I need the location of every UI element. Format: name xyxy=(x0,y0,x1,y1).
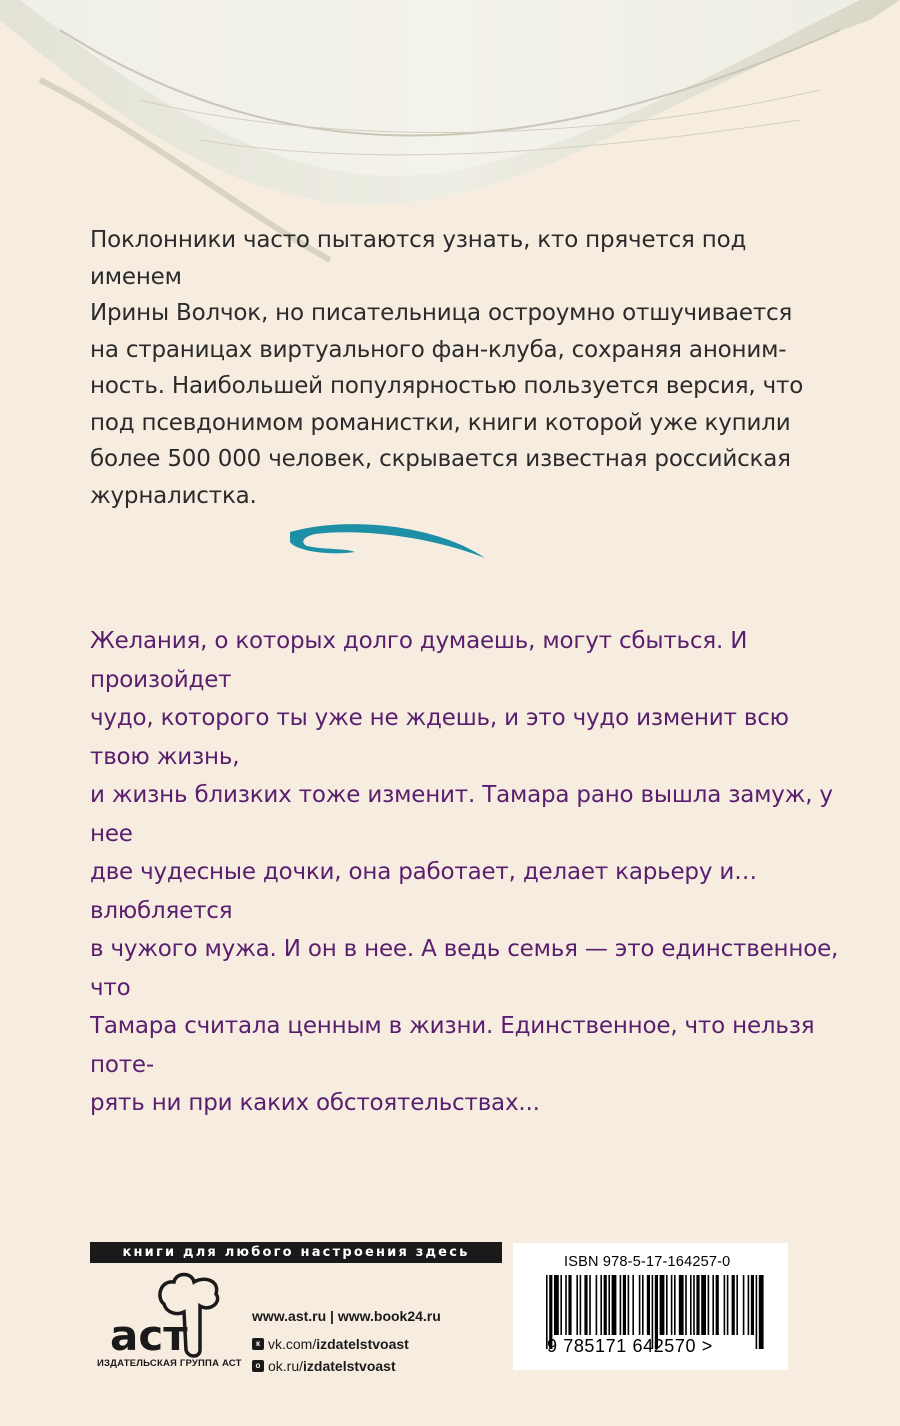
barcode-bar xyxy=(600,1275,602,1335)
barcode-bar xyxy=(693,1275,695,1335)
barcode-bar xyxy=(743,1275,745,1335)
publisher-caption: ИЗДАТЕЛЬСКАЯ ГРУППА АСТ xyxy=(97,1358,242,1369)
author-bio-paragraph: Поклонники часто пытаются узнать, кто прячется под именем Ирины Волчок, но писательница остроумно отшучивается на страницах виртуального фан-клуба, сохраняя аноним- ность. Наибольшей популярностью пользуется версия, что под псевдонимом романистки, книги которой уже купили более 500 000 человек, скрывается известная российская журналистка. xyxy=(90,227,804,509)
ok-icon: о xyxy=(252,1360,264,1372)
logo-lettering: аст xyxy=(110,1311,188,1360)
vk-prefix: vk.com/ xyxy=(268,1336,317,1352)
ast-logo xyxy=(96,1272,246,1372)
barcode-bar xyxy=(759,1275,764,1349)
barcode-bar xyxy=(701,1275,706,1335)
barcode-bar xyxy=(674,1275,676,1335)
barcode-bar xyxy=(608,1275,610,1335)
barcode-bar xyxy=(716,1275,719,1335)
barcode-bar xyxy=(589,1275,591,1335)
barcode-bar xyxy=(756,1275,758,1349)
synopsis-paragraph: Желания, о которых долго думаешь, могут сбыться. И произойдет чудо, которого ты уже не ждешь, и это чудо изменит всю твою жизнь, и жизнь близких тоже изменит. Тамара рано вышла замуж, у нее две чудесные дочки, она работает, делает карьеру и… влюбляется в чужого мужа. И он в нее. А ведь семья — это единственное, что Тамара считала ценным в жизни. Единственное, что нельзя поте- рять ни при каких обстоятельствах... xyxy=(90,628,839,1116)
barcode-bar xyxy=(623,1275,626,1335)
barcode-bar xyxy=(727,1275,729,1335)
ok-handle: izdatelstvoast xyxy=(303,1358,396,1374)
ok-prefix: ok.ru/ xyxy=(268,1358,304,1374)
barcode-bar xyxy=(660,1275,665,1335)
vk-handle: izdatelstvoast xyxy=(316,1336,409,1352)
barcode-bar xyxy=(732,1275,735,1335)
barcode-bar xyxy=(554,1275,559,1335)
barcode-bar xyxy=(690,1275,692,1335)
barcode-bar xyxy=(596,1275,598,1335)
barcode-bar xyxy=(647,1275,650,1335)
ok-link[interactable] xyxy=(252,1355,441,1377)
website-links[interactable]: www.ast.ru | www.book24.ru xyxy=(252,1308,441,1324)
publisher-links xyxy=(252,1305,441,1377)
barcode-bar xyxy=(632,1275,634,1335)
vk-icon: к xyxy=(252,1338,264,1350)
barcode-bar xyxy=(584,1275,587,1335)
barcode-bar xyxy=(639,1275,641,1335)
barcode-bar xyxy=(628,1275,630,1335)
barcode-bar xyxy=(671,1275,673,1335)
vk-link[interactable] xyxy=(252,1333,441,1355)
barcode-bar xyxy=(736,1275,738,1335)
barcode-bar xyxy=(568,1275,571,1335)
barcode-bar xyxy=(751,1275,754,1335)
isbn-label: ISBN 978-5-17-164257-0 xyxy=(564,1254,731,1270)
barcode-bar xyxy=(565,1275,567,1335)
barcode-bar xyxy=(666,1275,668,1335)
tagline-banner: книги для любого настроения здесь xyxy=(90,1242,502,1263)
barcode-bar xyxy=(708,1275,710,1335)
barcode-bar xyxy=(712,1275,714,1335)
barcode-bar xyxy=(620,1275,622,1335)
barcode-bar xyxy=(604,1275,607,1335)
barcode-bar xyxy=(696,1275,699,1335)
barcode-bar xyxy=(642,1275,644,1335)
barcode-digits: 9 785171 642570 > xyxy=(547,1336,713,1356)
barcode-bar xyxy=(679,1275,684,1335)
isbn-barcode-block xyxy=(513,1243,788,1370)
barcode-bar xyxy=(724,1275,726,1335)
barcode-bar xyxy=(748,1275,750,1335)
decorative-swoosh xyxy=(285,516,490,566)
barcode-bar xyxy=(612,1275,617,1335)
barcode-bar xyxy=(560,1275,562,1335)
barcode-bar xyxy=(580,1275,582,1335)
barcode-bar xyxy=(576,1275,578,1335)
barcode-bar xyxy=(685,1275,687,1335)
